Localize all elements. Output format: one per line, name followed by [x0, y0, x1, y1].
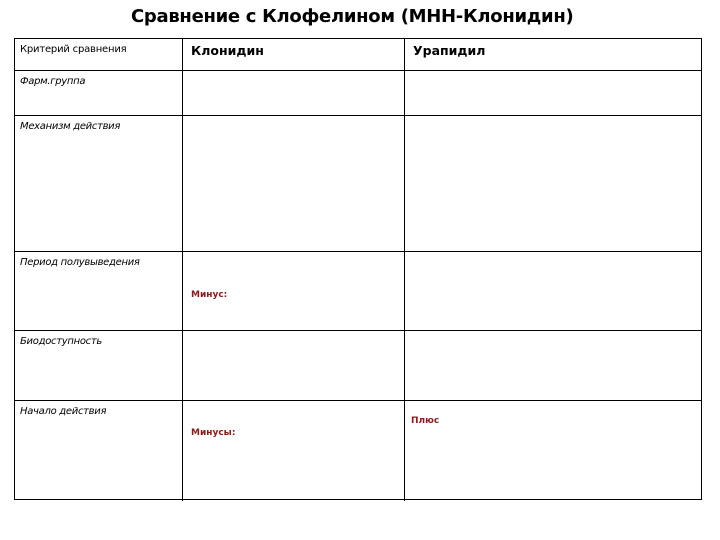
urapidil-cell [405, 401, 701, 501]
header-urapidil-label: Урапидил [413, 43, 486, 58]
row-label-cell [15, 331, 183, 400]
table-row-bioavailability [15, 331, 701, 401]
table-row-onset [15, 401, 701, 501]
clonidine-cell [183, 401, 405, 501]
row-label-cell [15, 71, 183, 115]
clonidine-cell [183, 116, 405, 251]
table-row-mechanism [15, 116, 701, 252]
minuses-note: Минусы: [191, 428, 236, 438]
table-header-row [15, 39, 701, 71]
table-row-half-life [15, 252, 701, 331]
row-label-pharm-group: Фарм.группа [20, 76, 86, 87]
row-label-cell [15, 401, 183, 501]
clonidine-cell [183, 71, 405, 115]
row-label-onset: Начало действия [20, 406, 107, 417]
urapidil-cell [405, 252, 701, 330]
header-cell-criterion [15, 39, 183, 70]
urapidil-cell [405, 331, 701, 400]
clonidine-cell [183, 331, 405, 400]
row-label-bioavailability: Биодоступность [20, 336, 102, 347]
comparison-table [14, 38, 702, 500]
header-cell-urapidil [405, 39, 701, 70]
row-label-cell [15, 116, 183, 251]
clonidine-cell [183, 252, 405, 330]
row-label-cell [15, 252, 183, 330]
header-cell-clonidine [183, 39, 405, 70]
header-clonidine-label: Клонидин [191, 43, 264, 58]
slide-title: Сравнение с Клофелином (МНН-Клонидин) [131, 6, 574, 27]
urapidil-cell [405, 116, 701, 251]
minus-note: Минус: [191, 290, 228, 300]
header-criterion-label: Критерий сравнения [20, 44, 127, 55]
plus-note: Плюс [411, 416, 440, 426]
row-label-half-life: Период полувыведения [20, 257, 140, 268]
row-label-mechanism: Механизм действия [20, 121, 121, 132]
urapidil-cell [405, 71, 701, 115]
table-row-pharm-group [15, 71, 701, 116]
